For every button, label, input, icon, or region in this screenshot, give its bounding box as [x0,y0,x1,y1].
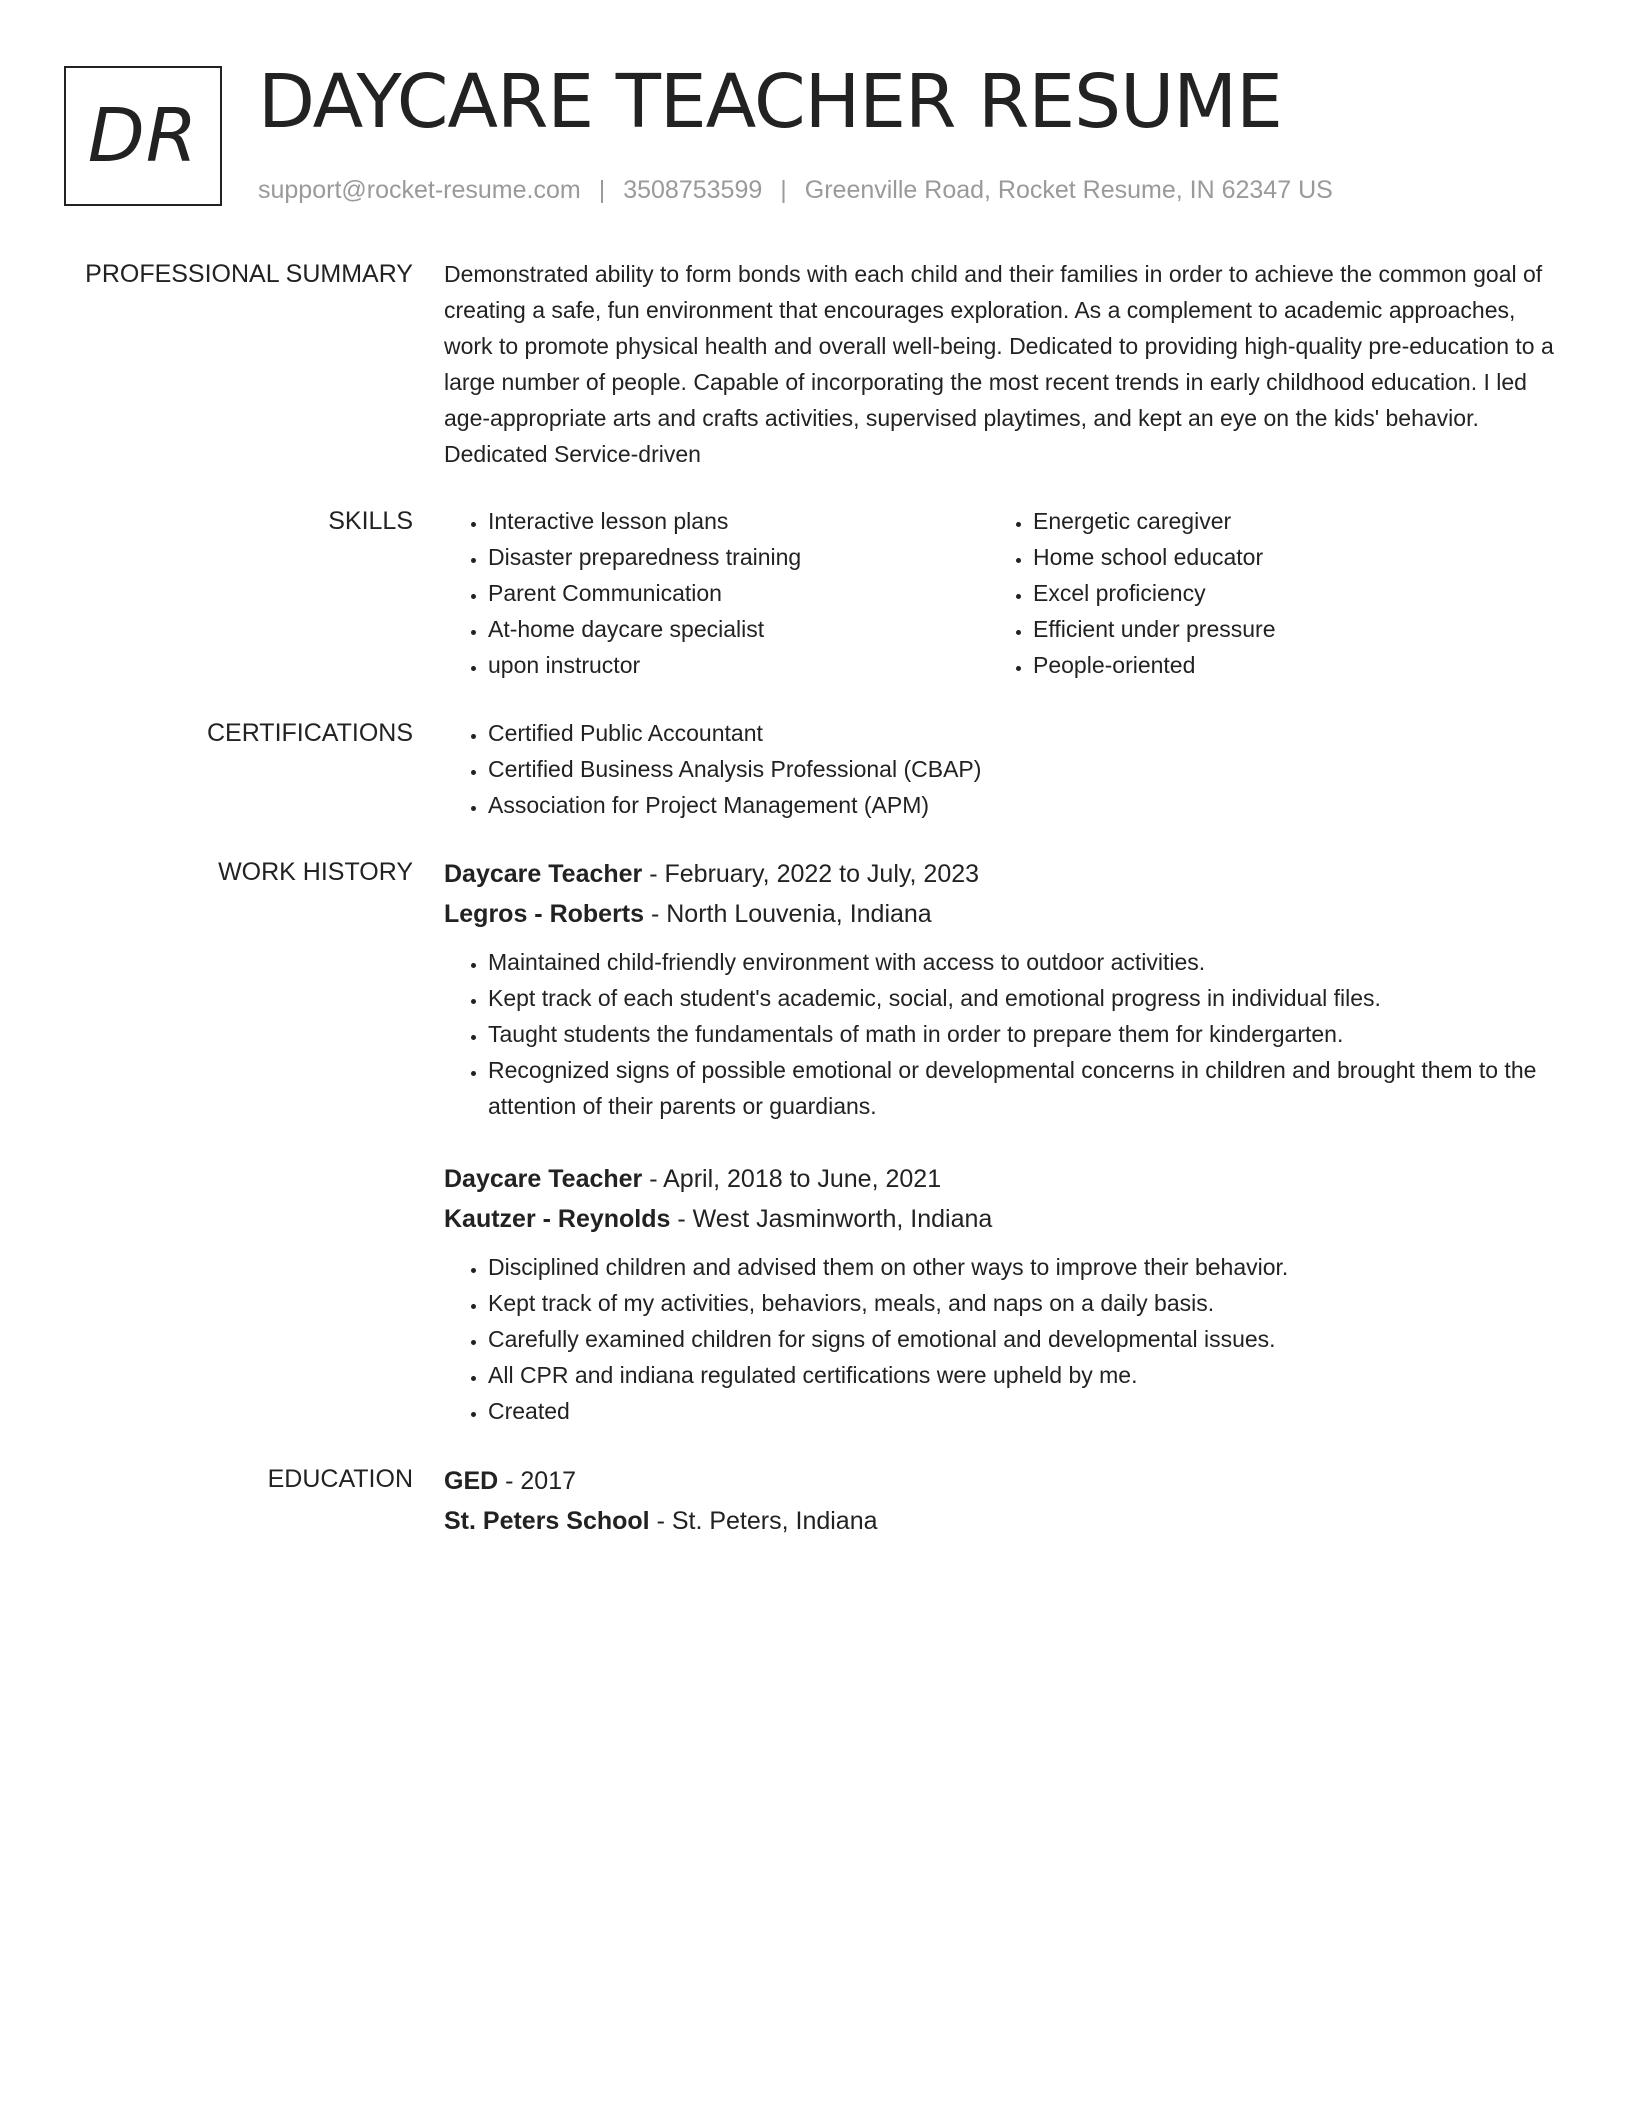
certification-item: • Certified Business Analysis Professional (CBAP) [488,751,1560,787]
job-title: Daycare Teacher [444,860,643,888]
job-title-line [444,854,1560,894]
skill-item: • At-home daycare specialist [488,611,989,647]
monogram-badge: DR [64,66,222,206]
skill-item: • People-oriented [1033,647,1534,683]
skill-item: • Energetic caregiver [1033,503,1534,539]
job-duty-item: • All CPR and indiana regulated certifications were upheld by me. [488,1357,1560,1393]
job-duty-item: • Disciplined children and advised them on other ways to improve their behavior. [488,1249,1560,1285]
job-employer: Legros - Roberts [444,900,645,928]
job-duty-item: • Kept track of each student's academic, social, and emotional progress in individual files. [488,980,1560,1016]
contact-phone: 3508753599 [623,176,763,204]
job-dates: - April, 2018 to June, 2021 [642,1165,942,1193]
skills-list-right [989,503,1534,683]
skills-grid [444,503,1560,683]
education-school: St. Peters School [444,1507,650,1535]
contact-address: Greenville Road, Rocket Resume, IN 62347 US [804,176,1333,204]
resume-title: DAYCARE TEACHER RESUME [258,59,1282,145]
education-year: - 2017 [498,1467,577,1495]
section-heading-summary: PROFESSIONAL SUMMARY [85,260,413,288]
education-location: - St. Peters, Indiana [649,1507,878,1535]
job-duty-item: • Recognized signs of possible emotional or developmental concerns in children and brought them to the attention of their parents or guardians. [488,1052,1560,1124]
contact-separator: | [780,176,787,204]
skills-list-left [444,503,989,683]
education-degree: GED [444,1467,499,1495]
job-location: - North Louvenia, Indiana [644,900,932,928]
skill-item: • Excel proficiency [1033,575,1534,611]
section-heading-skills: SKILLS [328,507,413,535]
job-location: - West Jasminworth, Indiana [670,1205,993,1233]
job-duties-list [444,944,1560,1124]
skill-item: • Disaster preparedness training [488,539,989,575]
job-dates: - February, 2022 to July, 2023 [642,860,980,888]
job-title: Daycare Teacher [444,1165,643,1193]
skill-item: • Home school educator [1033,539,1534,575]
skill-item: • upon instructor [488,647,989,683]
job-duty-item: • Taught students the fundamentals of math in order to prepare them for kindergarten. [488,1016,1560,1052]
job-entry [444,1159,1560,1429]
job-employer: Kautzer - Reynolds [444,1205,671,1233]
skill-item: • Parent Communication [488,575,989,611]
contact-separator: | [598,176,606,204]
certification-item: • Certified Public Accountant [488,715,1560,751]
job-employer-line [444,1199,1560,1239]
job-duties-list [444,1249,1560,1429]
education-degree-line [444,1461,1560,1501]
section-heading-education: EDUCATION [267,1465,413,1493]
contact-line [258,172,1333,208]
skill-item: • Interactive lesson plans [488,503,989,539]
job-duty-item: • Carefully examined children for signs of emotional and developmental issues. [488,1321,1560,1357]
education-school-line [444,1501,1560,1541]
job-entry [444,854,1560,1124]
section-heading-work-history: WORK HISTORY [218,858,413,886]
certification-item: • Association for Project Management (APM) [488,787,1560,823]
job-title-line [444,1159,1560,1199]
section-heading-certifications: CERTIFICATIONS [206,719,413,747]
job-employer-line [444,894,1560,934]
job-duty-item: • Maintained child-friendly environment with access to outdoor activities. [488,944,1560,980]
skill-item: • Efficient under pressure [1033,611,1534,647]
job-duty-item: • Kept track of my activities, behaviors, meals, and naps on a daily basis. [488,1285,1560,1321]
contact-email: support@rocket-resume.com [258,176,581,204]
certifications-list [444,715,1560,823]
job-duty-item: • Created [488,1393,1560,1429]
summary-text: Demonstrated ability to form bonds with each child and their families in order to achieve the common goal of creating a safe, fun environment that encourages exploration. As a complement to academic approaches, work to promote physical health and overall well-being. Dedicated to providing high-quality pre-education to a large number of people. Capable of incorporating the most recent trends in early childhood education. I led age-appropriate arts and crafts activities, supervised playtimes, and kept an eye on the kids' behavior. Dedicated Service-driven [444,261,1554,467]
